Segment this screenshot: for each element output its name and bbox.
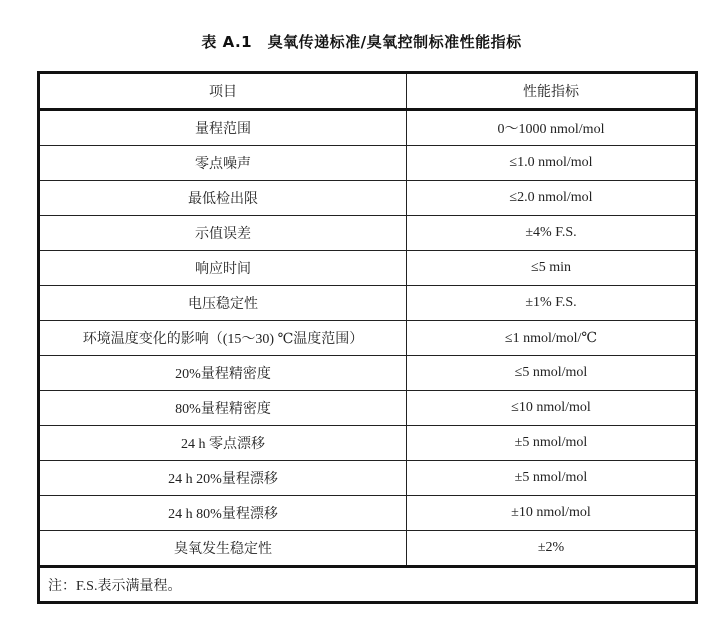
spec-cell: ±4% F.S.: [407, 216, 697, 251]
spec-cell: ≤1.0 nmol/mol: [407, 146, 697, 181]
spec-cell: ≤1 nmol/mol/℃: [407, 321, 697, 356]
item-cell: 示值误差: [39, 216, 407, 251]
table-row: [39, 216, 697, 251]
table-row: [39, 426, 697, 461]
performance-table: [37, 71, 698, 604]
table-row: [39, 251, 697, 286]
item-cell: 环境温度变化的影响（(15～30) ℃温度范围）: [39, 321, 407, 356]
spec-cell: ±1% F.S.: [407, 286, 697, 321]
item-cell: 最低检出限: [39, 181, 407, 216]
spec-cell: ±5 nmol/mol: [407, 426, 697, 461]
table-row: [39, 461, 697, 496]
table-row: [39, 531, 697, 567]
item-cell: 臭氧发生稳定性: [39, 531, 407, 567]
item-cell: 响应时间: [39, 251, 407, 286]
spec-cell: ≤5 min: [407, 251, 697, 286]
item-cell: 20%量程精密度: [39, 356, 407, 391]
table-row: [39, 356, 697, 391]
spec-cell: ±2%: [407, 531, 697, 567]
column-header-spec: 性能指标: [407, 73, 697, 110]
table-title: 表 A.1 臭氧传递标准/臭氧控制标准性能指标: [201, 33, 522, 51]
table-row: [39, 496, 697, 531]
note-text: 注：F.S.表示满量程。: [39, 567, 697, 603]
table-header-row: [39, 73, 697, 110]
table-row: [39, 110, 697, 146]
item-cell: 24 h 20%量程漂移: [39, 461, 407, 496]
spec-cell: ≤5 nmol/mol: [407, 356, 697, 391]
item-cell: 24 h 80%量程漂移: [39, 496, 407, 531]
item-cell: 电压稳定性: [39, 286, 407, 321]
table-row: [39, 321, 697, 356]
item-cell: 80%量程精密度: [39, 391, 407, 426]
note-row: [39, 567, 697, 603]
spec-cell: ≤2.0 nmol/mol: [407, 181, 697, 216]
spec-cell: ±10 nmol/mol: [407, 496, 697, 531]
spec-cell: ±5 nmol/mol: [407, 461, 697, 496]
spec-cell: 0～1000 nmol/mol: [407, 110, 697, 146]
table-row: [39, 391, 697, 426]
table-row: [39, 286, 697, 321]
item-cell: 零点噪声: [39, 146, 407, 181]
item-cell: 量程范围: [39, 110, 407, 146]
table-row: [39, 146, 697, 181]
item-cell: 24 h 零点漂移: [39, 426, 407, 461]
table-row: [39, 181, 697, 216]
column-header-item: 项目: [39, 73, 407, 110]
spec-cell: ≤10 nmol/mol: [407, 391, 697, 426]
